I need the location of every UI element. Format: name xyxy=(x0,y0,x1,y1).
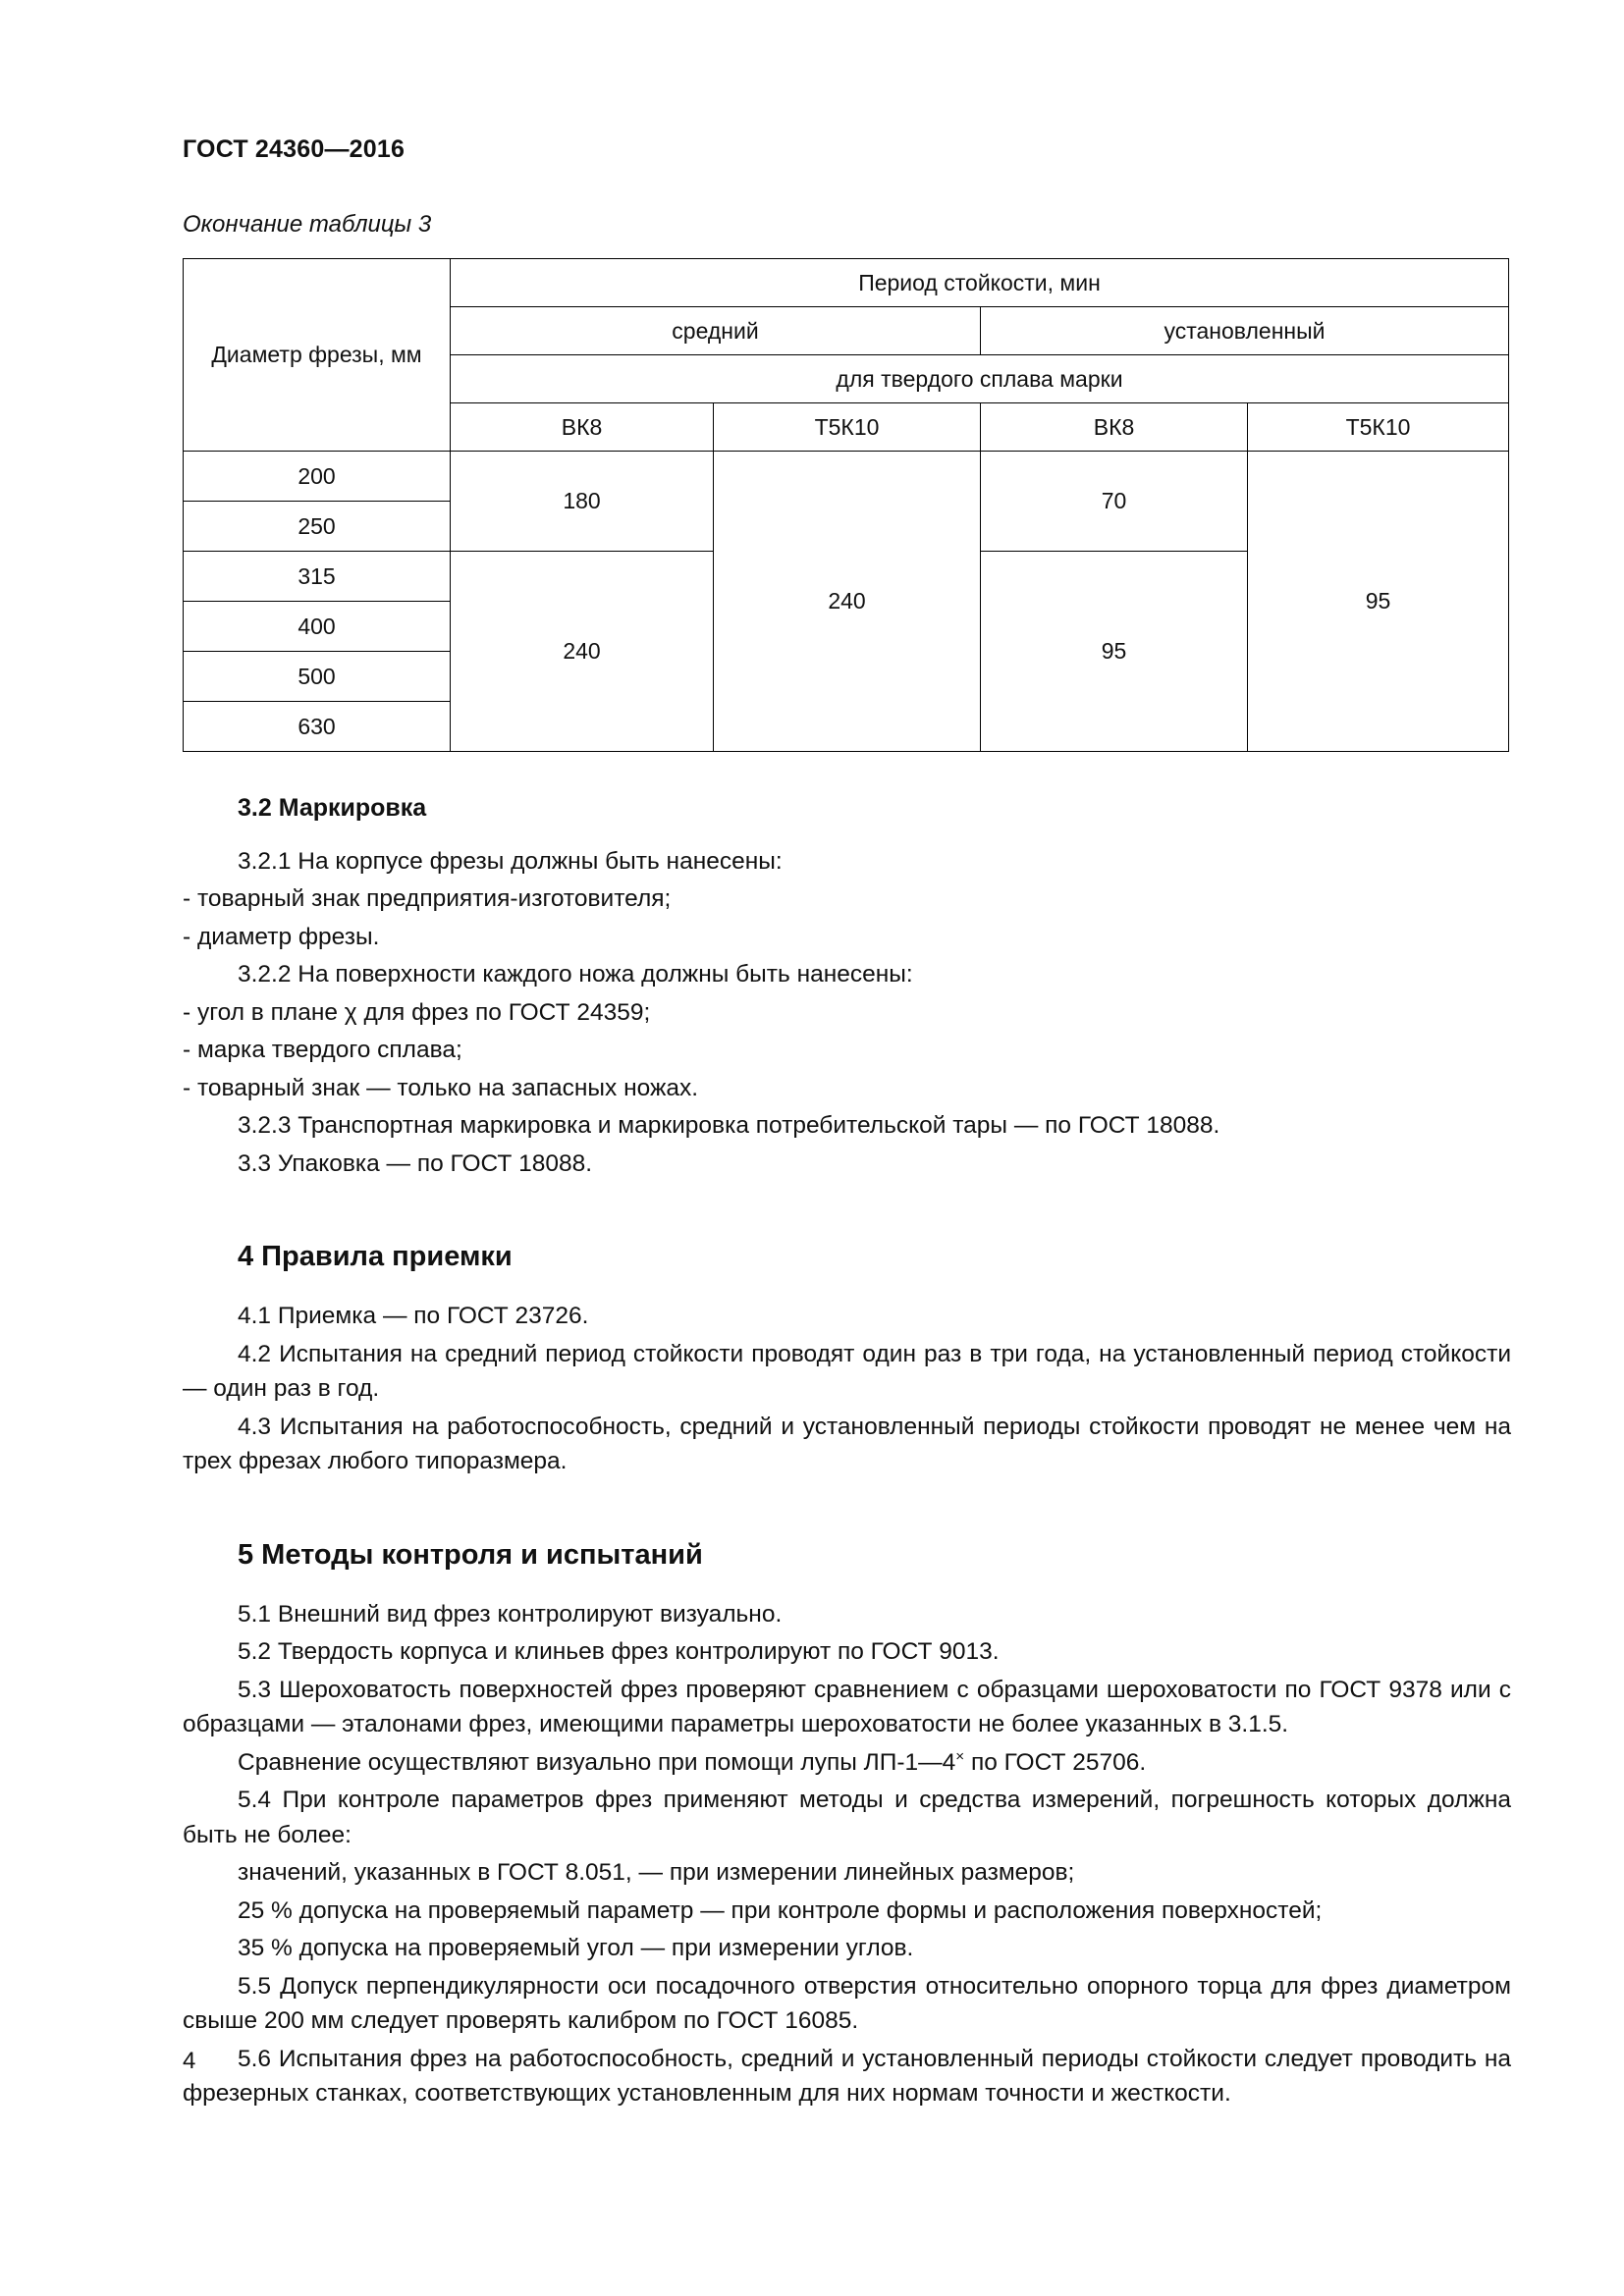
paragraph-5-3: 5.3 Шероховатость поверхностей фрез проверяют сравнением с образцами шероховатости по ГОСТ 9378 или с образцами — эталонами фрез, имеющими параметры шероховатости не более указанных в 3.1.5. xyxy=(183,1676,1511,1738)
magnification-superscript: × xyxy=(955,1747,965,1765)
header-cell-diameter: Диаметр фрезы, мм xyxy=(184,259,451,452)
chi-symbol: χ xyxy=(344,998,357,1026)
running-head: ГОСТ 24360—2016 xyxy=(183,135,406,163)
cell-est-vk8-bottom: 95 xyxy=(981,552,1248,752)
paragraph-3-3: 3.3 Упаковка — по ГОСТ 18088. xyxy=(238,1149,593,1177)
table-header-row-1 xyxy=(184,259,1509,307)
header-cell-t5k10-average: Т5К10 xyxy=(714,403,981,452)
paragraph-tolerance-25: 25 % допуска на проверяемый параметр — при контроле формы и расположения поверхностей; xyxy=(238,1896,1323,1924)
page-content xyxy=(183,137,1511,2114)
magnifier-text-after: по ГОСТ 25706. xyxy=(964,1748,1147,1776)
header-cell-t5k10-established: Т5К10 xyxy=(1248,403,1509,452)
paragraph-5-2: 5.2 Твердость корпуса и клиньев фрез контролируют по ГОСТ 9013. xyxy=(238,1638,1000,1666)
paragraph-3-2-1: 3.2.1 На корпусе фрезы должны быть нанесены: xyxy=(238,847,783,875)
page-number: 4 xyxy=(183,2048,196,2074)
header-cell-average: средний xyxy=(451,307,981,355)
header-cell-vk8-established: ВК8 xyxy=(981,403,1248,452)
angle-text-before: - угол в плане xyxy=(183,998,345,1026)
paragraph-5-6: 5.6 Испытания фрез на работоспособность, средний и установленный периоды стойкости следует проводить на фрезерных станках, соответствующих установленным для них нормам точности и жесткости. xyxy=(183,2045,1511,2108)
paragraph-3-2-3: 3.2.3 Транспортная маркировка и маркировка потребительской тары — по ГОСТ 18088. xyxy=(238,1112,1220,1140)
cell-avg-vk8-bottom: 240 xyxy=(451,552,714,752)
heading-marking: 3.2 Маркировка xyxy=(238,794,427,822)
paragraph-4-3: 4.3 Испытания на работоспособность, средний и установленный периоды стойкости проводят не менее чем на трех фрезах любого типоразмера. xyxy=(183,1413,1511,1475)
magnifier-text-before: Сравнение осуществляют визуально при помощи лупы ЛП-1—4 xyxy=(238,1748,956,1776)
paragraph-diameter: - диаметр фрезы. xyxy=(183,923,380,950)
cell-diameter: 250 xyxy=(184,502,451,552)
table-row xyxy=(184,452,1509,502)
header-cell-alloy-grade: для твердого сплава марки xyxy=(451,355,1509,403)
cell-diameter: 630 xyxy=(184,702,451,752)
paragraph-5-4: 5.4 При контроле параметров фрез применяют методы и средства измерений, погрешность которых должна быть не более: xyxy=(183,1787,1511,1848)
paragraph-alloy-grade: - марка твердого сплава; xyxy=(183,1037,462,1064)
paragraph-4-1: 4.1 Приемка — по ГОСТ 23726. xyxy=(238,1303,589,1330)
cell-diameter: 315 xyxy=(184,552,451,602)
paragraph-magnifier xyxy=(183,1745,1511,1781)
paragraph-4-2: 4.2 Испытания на средний период стойкости проводят один раз в три года, на установленный период стойкости — один раз в год. xyxy=(183,1340,1511,1403)
table-caption: Окончание таблицы 3 xyxy=(183,211,432,238)
paragraph-linear-values: значений, указанных в ГОСТ 8.051, — при измерении линейных размеров; xyxy=(238,1859,1075,1887)
header-cell-period: Период стойкости, мин xyxy=(451,259,1509,307)
heading-control-methods: 5 Методы контроля и испытаний xyxy=(238,1538,703,1571)
paragraph-3-2-2: 3.2.2 На поверхности каждого ножа должны быть нанесены: xyxy=(238,961,913,988)
cell-est-vk8-top: 70 xyxy=(981,452,1248,552)
paragraph-angle xyxy=(183,995,1511,1031)
paragraph-trademark-spare: - товарный знак — только на запасных ножах. xyxy=(183,1074,699,1101)
paragraph-5-5: 5.5 Допуск перпендикулярности оси посадочного отверстия относительно опорного торца для фрез диаметром свыше 200 мм следует проверять калибром по ГОСТ 16085. xyxy=(183,1972,1511,2035)
cell-diameter: 500 xyxy=(184,652,451,702)
cell-avg-t5k10: 240 xyxy=(714,452,981,752)
heading-acceptance: 4 Правила приемки xyxy=(238,1241,513,1273)
table-body xyxy=(184,452,1509,752)
cell-diameter: 400 xyxy=(184,602,451,652)
paragraph-tolerance-35: 35 % допуска на проверяемый угол — при измерении углов. xyxy=(238,1935,914,1962)
paragraph-5-1: 5.1 Внешний вид фрез контролируют визуально. xyxy=(238,1600,783,1628)
paragraph-trademark: - товарный знак предприятия-изготовителя; xyxy=(183,885,672,913)
cell-avg-vk8-top: 180 xyxy=(451,452,714,552)
durability-table xyxy=(183,258,1509,752)
cell-est-t5k10: 95 xyxy=(1248,452,1509,752)
header-cell-established: установленный xyxy=(981,307,1509,355)
header-cell-vk8-average: ВК8 xyxy=(451,403,714,452)
table-header xyxy=(184,259,1509,452)
angle-text-after: для фрез по ГОСТ 24359; xyxy=(356,998,651,1026)
cell-diameter: 200 xyxy=(184,452,451,502)
